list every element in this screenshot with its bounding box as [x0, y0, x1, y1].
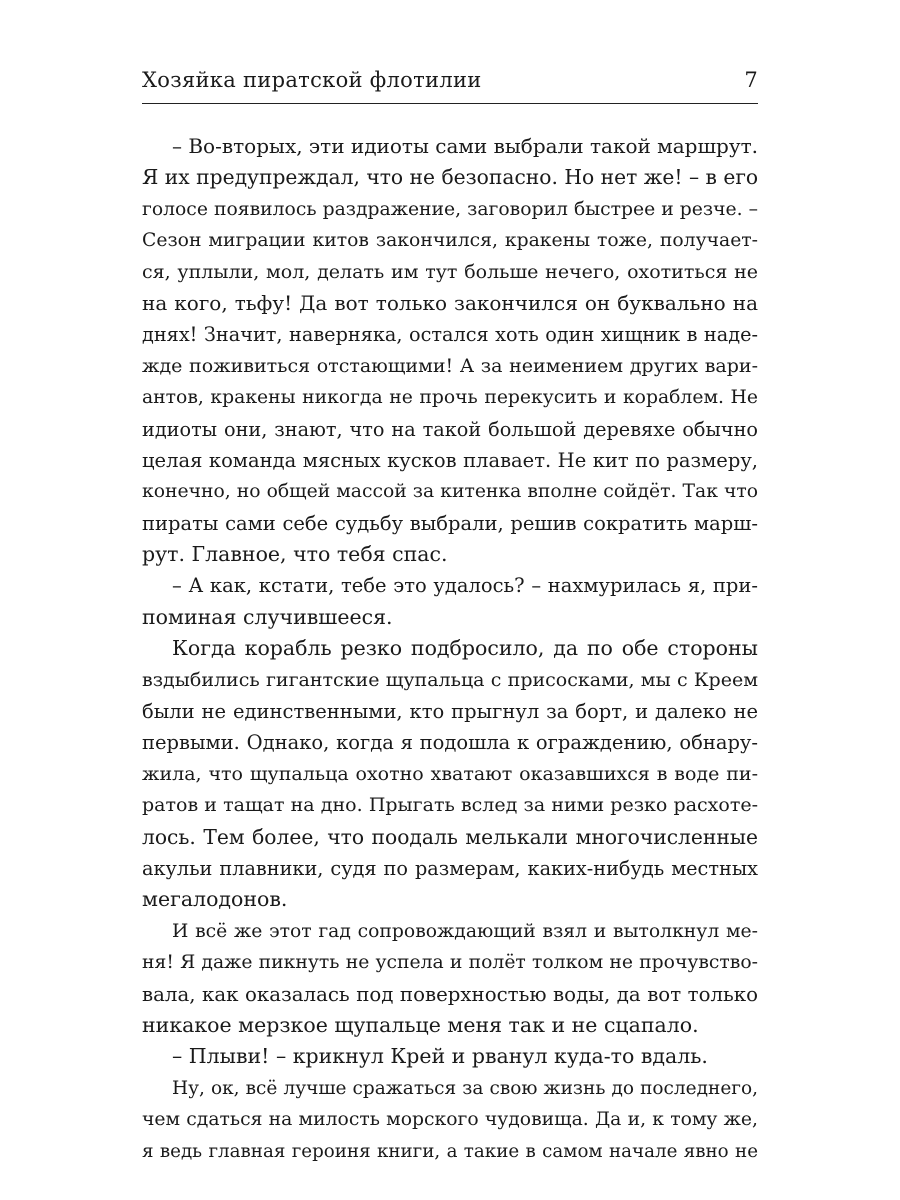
text-line: ся, уплыли, мол, делать им тут больше нечего, охотиться не: [142, 260, 758, 283]
text-line: целая команда мясных кусков плавает. Не кит по размеру,: [142, 448, 758, 472]
text-line: ратов и тащат на дно. Прыгать вслед за ними резко расхоте-: [142, 794, 758, 817]
text-line: днях! Значит, наверняка, остался хоть один хищник в наде-: [142, 323, 758, 347]
text-line: первыми. Однако, когда я подошла к ограждению, обнару-: [142, 731, 758, 755]
text-line: жила, что щупальца охотно хватают оказавшихся в воде пи-: [142, 762, 758, 785]
text-line: поминая случившееся.: [142, 604, 393, 629]
text-line: конечно, но общей массой за китенка вполне сойдёт. Так что: [142, 481, 758, 503]
text-line: мегалодонов.: [142, 887, 288, 912]
text-line: жде поживиться отстающими! А за неимением других вари-: [142, 354, 758, 377]
text-line: голосе появилось раздражение, заговорил быстрее и резче. –: [142, 198, 758, 220]
text-line: акульи плавники, судя по размерам, каких-нибудь местных: [142, 856, 758, 880]
text-line: Ну, ок, всё лучше сражаться за свою жизнь до последнего,: [172, 1077, 758, 1099]
text-line: я ведь главная героиня книги, а такие в самом начале явно не: [142, 1140, 758, 1162]
text-line: рут. Главное, что тебя спас.: [142, 542, 448, 567]
text-line: Сезон миграции китов закончился, кракены тоже, получает-: [142, 230, 758, 252]
header-rule: [142, 103, 758, 104]
running-header: [142, 68, 758, 98]
text-line: И всё же этот гад сопровождающий взял и вытолкнул ме-: [172, 920, 758, 942]
text-line: были не единственными, кто прыгнул за борт, и далеко не: [142, 700, 758, 724]
text-line: Когда корабль резко подбросило, да по обе стороны: [172, 636, 758, 661]
page-number: 7: [744, 68, 758, 92]
text-line: никакое мерзкое щупальце меня так и не сцапало.: [142, 1012, 699, 1037]
text-line: на кого, тьфу! Да вот только закончился он буквально на: [142, 290, 758, 315]
body-text: [142, 131, 758, 1167]
text-line: пираты сами себе судьбу выбрали, решив сократить марш-: [142, 511, 758, 535]
text-line: – Во-вторых, эти идиоты сами выбрали такой маршрут.: [172, 134, 759, 158]
text-line: вздыбились гигантские щупальца с присосками, мы с Креем: [142, 668, 758, 691]
text-line: антов, кракены никогда не прочь перекусить и кораблем. Не: [142, 387, 758, 409]
text-line: ня! Я даже пикнуть не успела и полёт толком не прочувство-: [142, 952, 758, 974]
text-line: Я их предупреждал, что не безопасно. Но нет же! – в его: [142, 165, 759, 190]
text-line: вала, как оказалась под поверхностью воды, да вот только: [142, 982, 758, 1006]
book-title: Хозяйка пиратской флотилии: [142, 68, 482, 92]
text-line: лось. Тем более, что поодаль мелькали многочисленные: [142, 824, 758, 849]
text-line: – Плыви! – крикнул Крей и рванул куда-то вдаль.: [172, 1044, 708, 1069]
text-line: – А как, кстати, тебе это удалось? – нахмурилась я, при-: [172, 574, 758, 598]
text-line: чем сдаться на милость морского чудовища. Да и, к тому же,: [142, 1109, 758, 1131]
text-line: идиоты они, знают, что на такой большой деревяхе обычно: [142, 417, 758, 441]
